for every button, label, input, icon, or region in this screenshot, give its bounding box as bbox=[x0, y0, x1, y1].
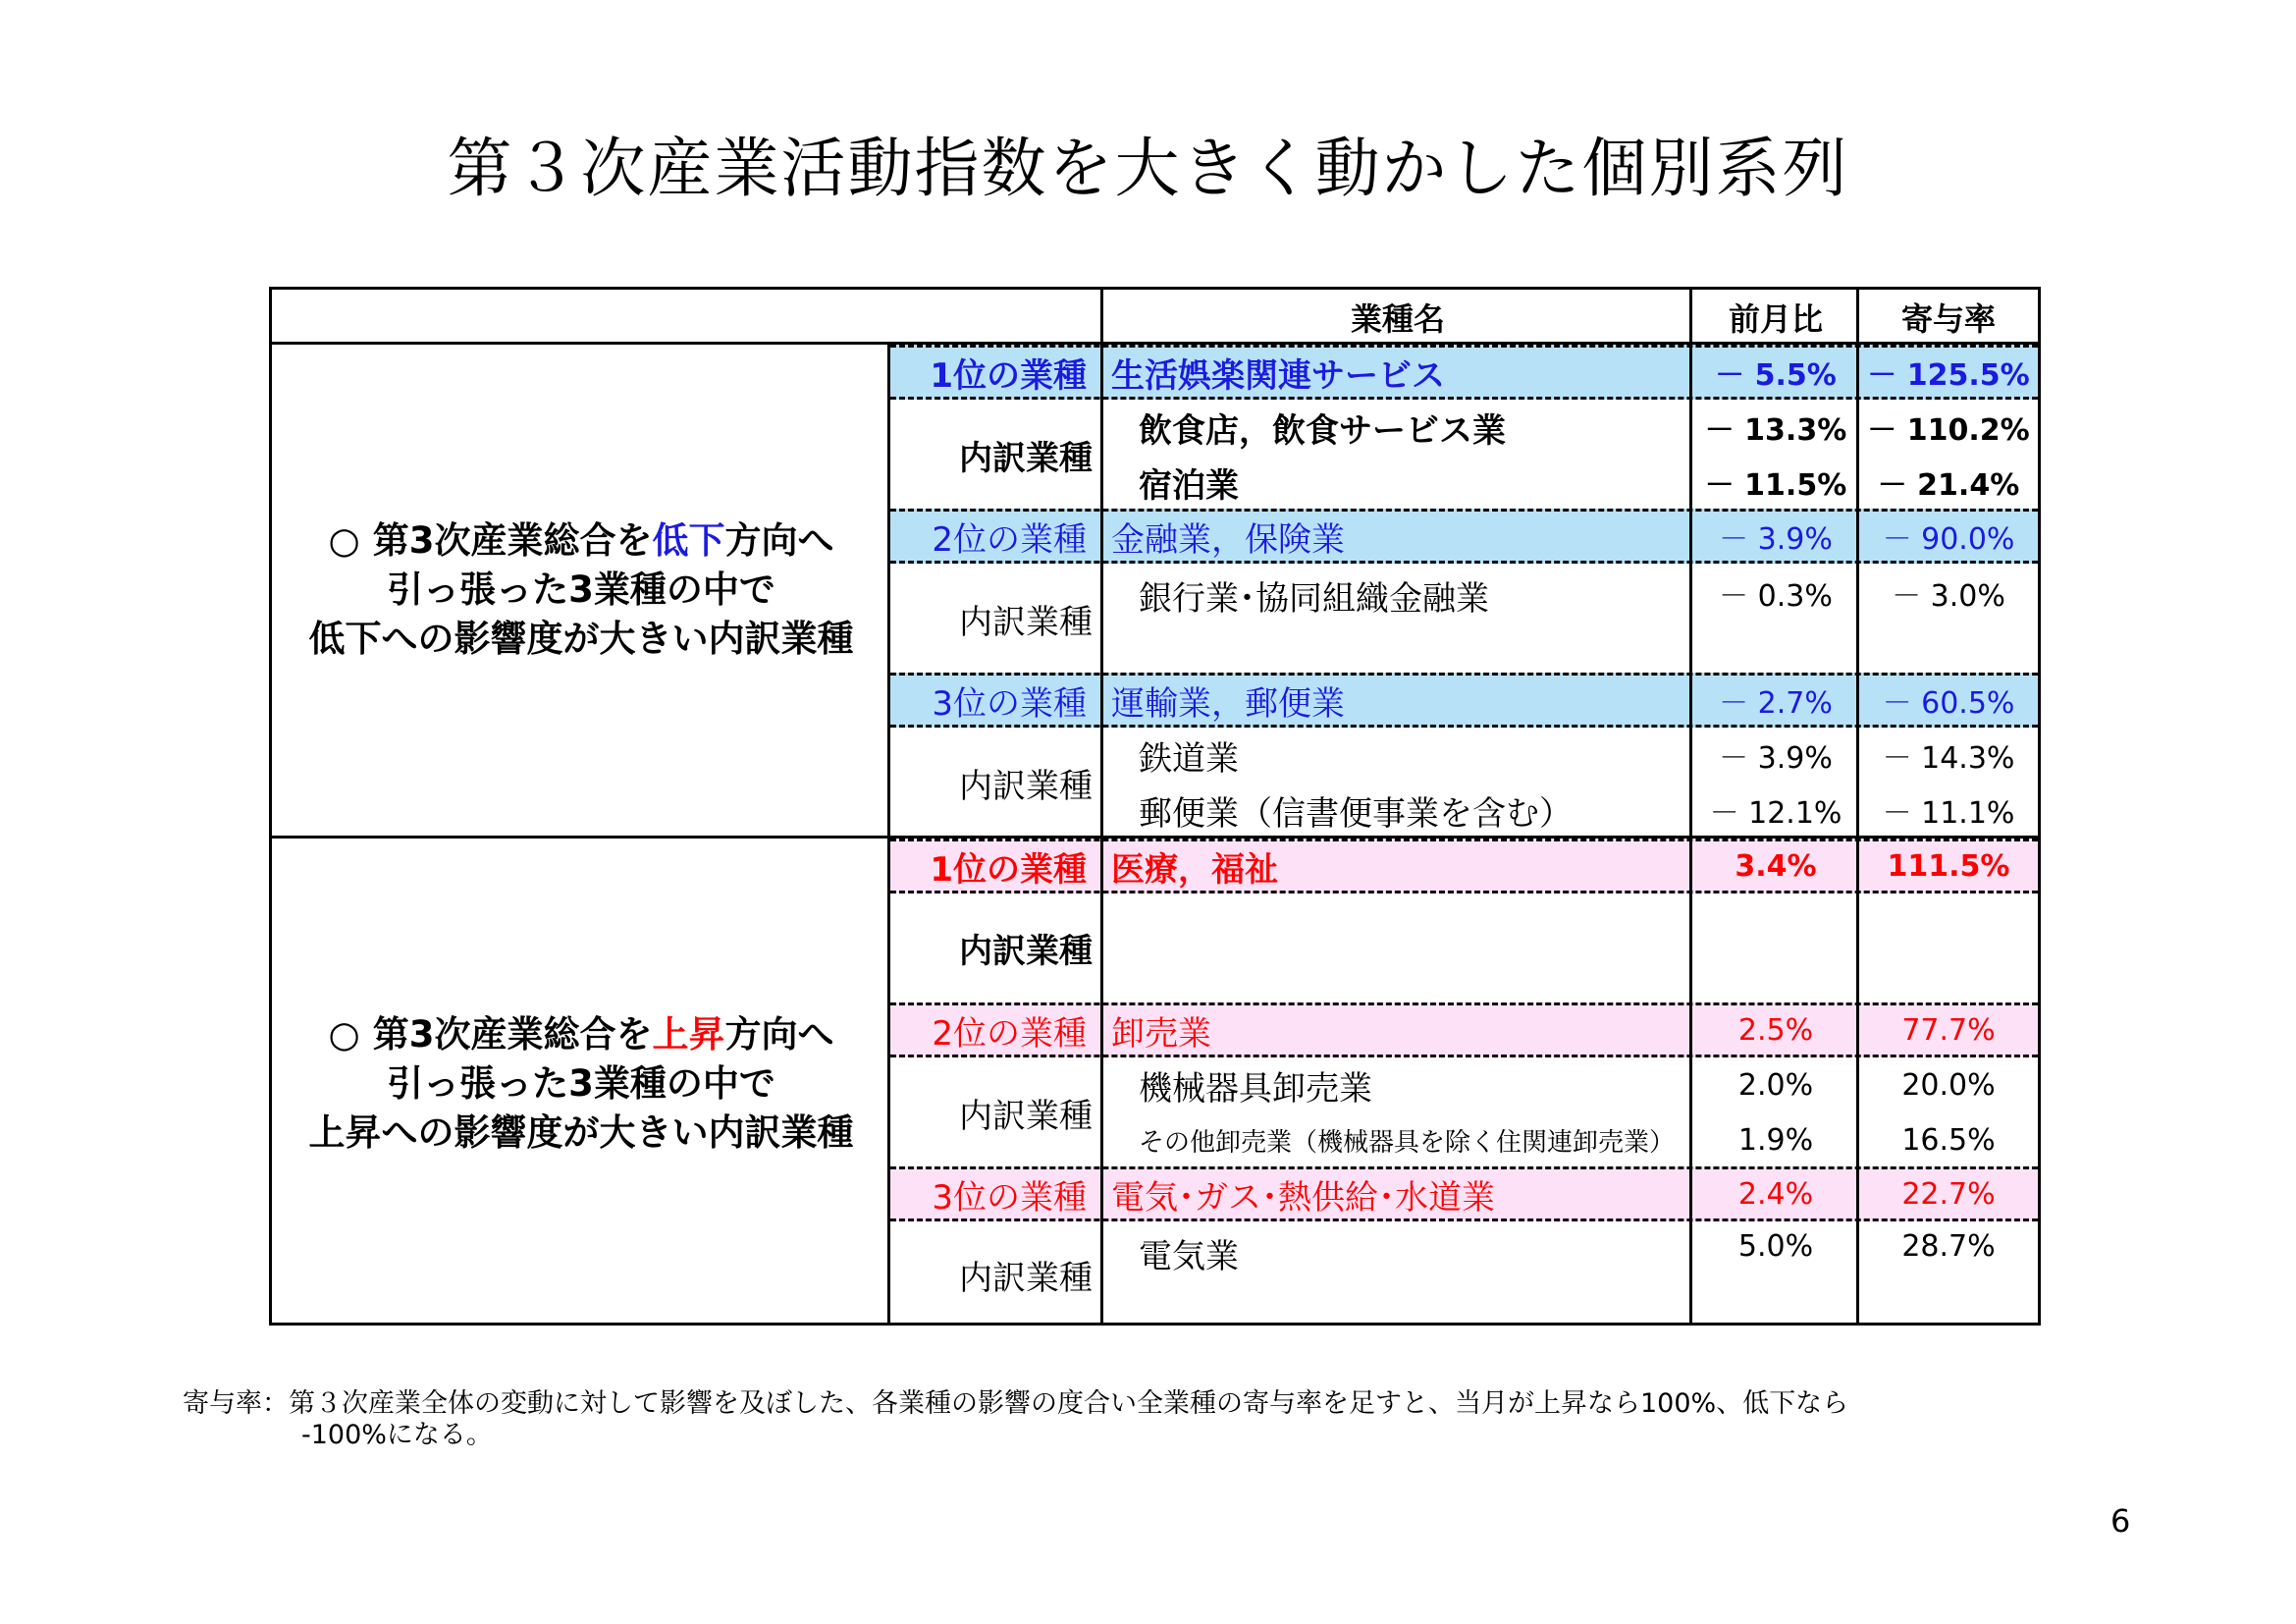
rise-industry-name: 電気･ガス･熱供給･水道業 bbox=[1111, 1177, 1495, 1218]
decline-band-top-line bbox=[890, 509, 2038, 512]
footnote bbox=[183, 1388, 1848, 1451]
rise-industry-mom: 2.5% bbox=[1737, 1012, 1814, 1048]
rise-industry-mom: 2.4% bbox=[1737, 1176, 1814, 1212]
footnote-line1: 寄与率：第３次産業全体の変動に対して影響を及ぼした、各業種の影響の度合い全業種の寄与率を足すと、当月が上昇なら100%、低下なら bbox=[183, 1388, 1849, 1419]
decline-industry-contrib: － 125.5% bbox=[1867, 358, 2030, 393]
rise-industry-name: 卸売業 bbox=[1111, 1013, 1211, 1054]
breakdown-industry-name: 宿泊業 bbox=[1139, 465, 1239, 506]
breakdown-label: 内訳業種 bbox=[959, 602, 1093, 642]
header-contrib: 寄与率 bbox=[1900, 300, 1996, 338]
decline-rank-label: 2位の業種 bbox=[932, 519, 1087, 560]
breakdown-contrib: － 110.2% bbox=[1867, 413, 2030, 448]
breakdown-mom: 1.9% bbox=[1737, 1122, 1814, 1158]
breakdown-contrib: － 21.4% bbox=[1877, 468, 2020, 503]
col-divider-1 bbox=[887, 345, 890, 1323]
decline-industry-name: 金融業，保険業 bbox=[1111, 519, 1345, 560]
breakdown-contrib: 16.5% bbox=[1901, 1122, 1996, 1158]
breakdown-contrib: － 14.3% bbox=[1882, 741, 2015, 776]
footnote-line2: -100%になる。 bbox=[301, 1420, 493, 1450]
breakdown-contrib: － 11.1% bbox=[1882, 796, 2015, 831]
rise-rank-label: 1位の業種 bbox=[930, 849, 1087, 890]
decline-industry-contrib: － 90.0% bbox=[1882, 522, 2015, 557]
breakdown-mom: － 3.9% bbox=[1719, 741, 1833, 776]
decline-rank-label: 1位の業種 bbox=[930, 355, 1087, 396]
col-divider-3 bbox=[1689, 290, 1692, 1323]
rise-rank-label: 2位の業種 bbox=[932, 1013, 1087, 1054]
rise-industry-contrib: 111.5% bbox=[1887, 848, 2010, 884]
header-industry: 業種名 bbox=[1350, 300, 1445, 338]
breakdown-label: 内訳業種 bbox=[959, 766, 1093, 806]
rise-industry-contrib: 22.7% bbox=[1901, 1176, 1996, 1212]
breakdown-industry-name: 郵便業（信書便事業を含む） bbox=[1139, 793, 1573, 834]
rise-industry-contrib: 77.7% bbox=[1901, 1012, 1996, 1048]
col-divider-2 bbox=[1100, 290, 1103, 1323]
rise-band-top-line bbox=[890, 1166, 2038, 1169]
breakdown-label: 内訳業種 bbox=[959, 1096, 1093, 1136]
breakdown-mom: － 12.1% bbox=[1709, 796, 1842, 831]
breakdown-contrib: 28.7% bbox=[1901, 1229, 1996, 1264]
page-title: 第３次産業活動指数を大きく動かした個別系列 bbox=[447, 131, 1849, 206]
rise-group-label: ○ 第3次産業総合を上昇方向へ 引っ張った3業種の中で 上昇への影響度が大きい内訳業種 bbox=[308, 1012, 854, 1154]
decline-industry-mom: － 3.9% bbox=[1719, 522, 1833, 557]
breakdown-contrib: － 3.0% bbox=[1892, 579, 2005, 614]
group-divider bbox=[272, 836, 2038, 839]
breakdown-industry-name: その他卸売業（機械器具を除く住関連卸売業） bbox=[1139, 1127, 1676, 1158]
decline-band-top-line bbox=[890, 673, 2038, 676]
decline-industry-name: 運輸業，郵便業 bbox=[1111, 683, 1345, 724]
breakdown-label: 内訳業種 bbox=[959, 931, 1093, 971]
breakdown-label: 内訳業種 bbox=[959, 1259, 1093, 1298]
decline-rank-label: 3位の業種 bbox=[932, 683, 1087, 724]
col-divider-4 bbox=[1856, 290, 1859, 1323]
decline-industry-contrib: － 60.5% bbox=[1882, 686, 2015, 721]
breakdown-industry-name: 鉄道業 bbox=[1139, 738, 1239, 779]
rise-band-top-line bbox=[890, 1002, 2038, 1005]
rise-industry-name: 医療，福祉 bbox=[1111, 849, 1278, 890]
breakdown-mom: － 0.3% bbox=[1719, 579, 1833, 614]
breakdown-mom: 5.0% bbox=[1737, 1229, 1814, 1264]
rise-band-top-line bbox=[890, 839, 2038, 841]
decline-group-label: ○ 第3次産業総合を低下方向へ 引っ張った3業種の中で 低下への影響度が大きい内訳業種 bbox=[308, 519, 854, 660]
header-mom: 前月比 bbox=[1728, 300, 1823, 338]
decline-band-top-line bbox=[890, 345, 2038, 348]
breakdown-industry-name: 機械器具卸売業 bbox=[1139, 1068, 1372, 1109]
decline-industry-mom: － 5.5% bbox=[1715, 358, 1837, 393]
page-number: 6 bbox=[2110, 1502, 2131, 1540]
breakdown-industry-name: 電気業 bbox=[1139, 1237, 1239, 1276]
breakdown-contrib: 20.0% bbox=[1901, 1067, 1996, 1103]
rise-rank-label: 3位の業種 bbox=[932, 1177, 1087, 1218]
breakdown-label: 内訳業種 bbox=[959, 438, 1093, 478]
decline-industry-mom: － 2.7% bbox=[1719, 686, 1833, 721]
rise-industry-mom: 3.4% bbox=[1735, 848, 1817, 884]
breakdown-industry-name: 飲食店，飲食サービス業 bbox=[1139, 410, 1506, 451]
breakdown-mom: － 11.5% bbox=[1704, 468, 1847, 503]
decline-industry-name: 生活娯楽関連サービス bbox=[1111, 355, 1445, 396]
header-divider bbox=[272, 342, 2038, 345]
breakdown-industry-name: 銀行業･協同組織金融業 bbox=[1139, 579, 1489, 619]
breakdown-mom: 2.0% bbox=[1737, 1067, 1814, 1103]
industry-table bbox=[269, 287, 2041, 1326]
breakdown-mom: － 13.3% bbox=[1704, 413, 1847, 448]
